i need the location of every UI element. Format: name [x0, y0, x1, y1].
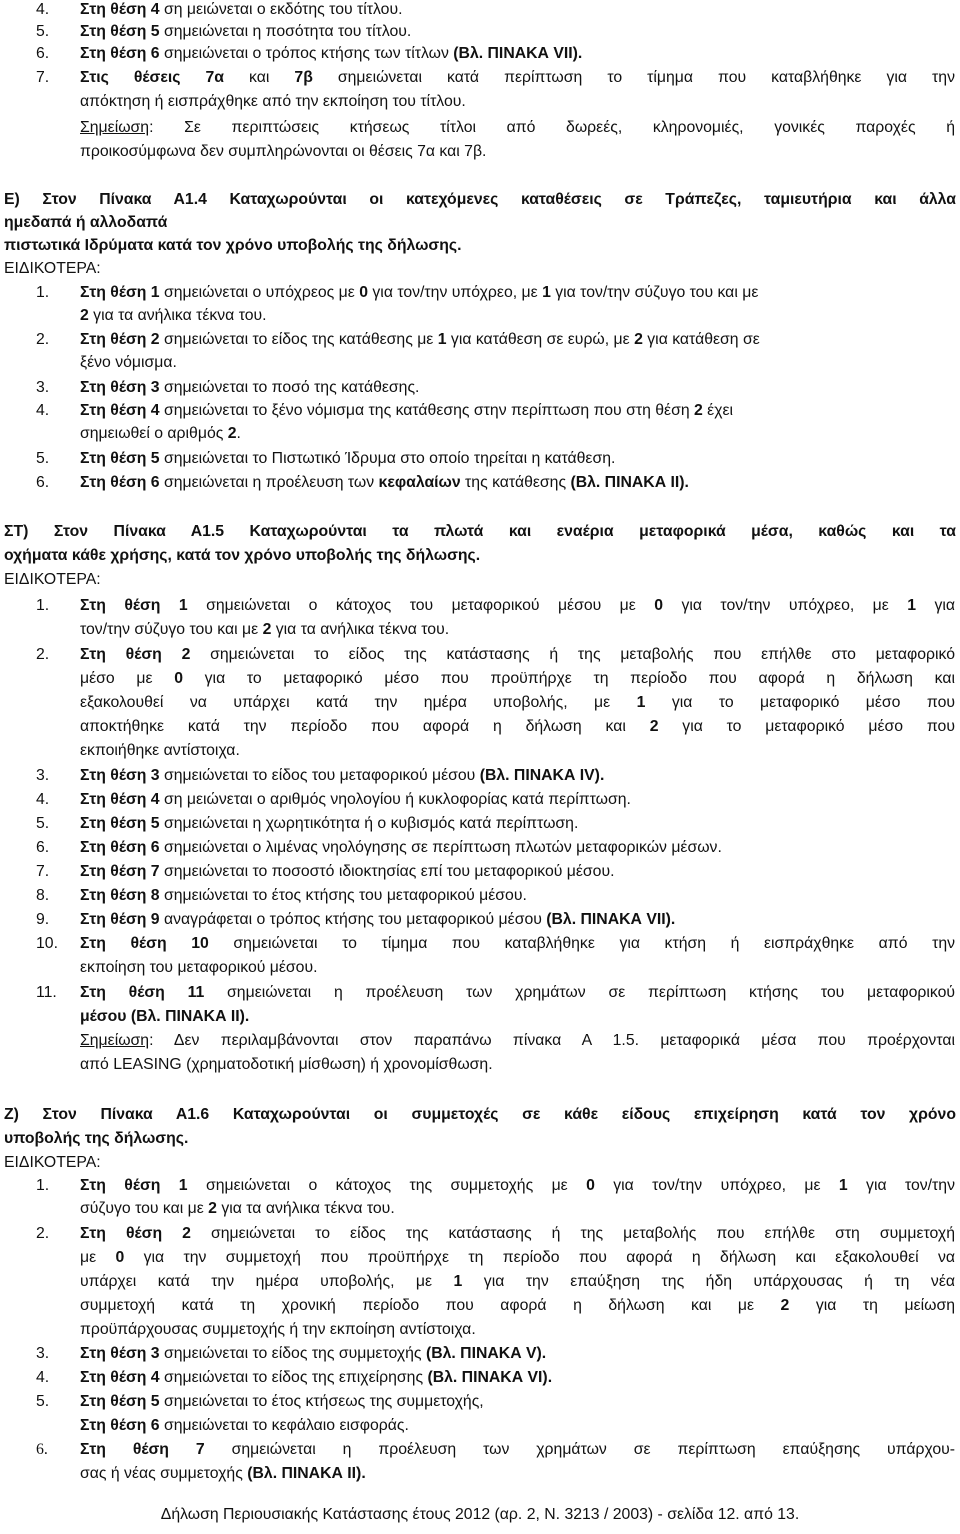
list-item-text: Στη θέση 6 σημειώνεται το κεφάλαιο εισφοράς.: [80, 1417, 409, 1434]
note-text: Σημείωση: Σε περιπτώσεις κτήσεως τίτλοι από δωρεές, κληρονομιές, γονικές παροχές ή: [80, 119, 955, 136]
list-item-text: 2 για τα ανήλικα τέκνα του.: [80, 307, 267, 324]
list-item-text: Στη θέση 3 σημειώνεται το είδος της συμμετοχής (Βλ. ΠΙΝΑΚΑ V).: [80, 1345, 547, 1362]
list-item-text: Στη θέση 3 σημειώνεται το ποσό της κατάθεσης.: [80, 379, 420, 396]
list-item-text: σας ή νέας συμμετοχής (Βλ. ΠΙΝΑΚΑ ΙΙ).: [80, 1465, 366, 1482]
list-item-text: Στη θέση 5 σημειώνεται η ποσότητα του τίτλου.: [80, 23, 412, 40]
list-number: 2.: [36, 331, 50, 348]
list-item-text: υπάρχει κατά την ημέρα υποβολής, με 1 για την επαύξηση της ήδη υπάρχουσας ή τη νέα: [80, 1273, 955, 1290]
list-item-text: Στη θέση 5 σημειώνεται το Πιστωτικό Ίδρυμα στο οποίο τηρείται η κατάθεση.: [80, 450, 616, 467]
list-item-text: Στη θέση 1 σημειώνεται ο υπόχρεος με 0 για τον/την υπόχρεο, με 1 για τον/την σύζυγο του και με: [80, 284, 759, 301]
list-number: 4.: [36, 1369, 50, 1386]
list-item-text: μέσο με 0 για το μεταφορικό μέσο που προϋπήρχε τη περίοδο που αφορά η δήλωση και: [80, 670, 955, 687]
list-item-text: Στη θέση 6 σημειώνεται ο λιμένας νηολόγησης σε περίπτωση πλωτών μεταφορικών μέσων.: [80, 839, 722, 856]
list-number: 8.: [36, 887, 50, 904]
list-item-text: απόκτηση ή εισπράχθηκε από την εκποίηση του τίτλου.: [80, 93, 466, 110]
list-item-text: εκποίηση του μεταφορικού μέσου.: [80, 959, 318, 976]
list-item-text: Στις θέσεις 7α και 7β σημειώνεται κατά περίπτωση το τίμημα που καταβλήθηκε για την: [80, 69, 955, 86]
note-text: Σημείωση: Δεν περιλαμβάνονται στον παραπάνω πίνακα Α 1.5. μεταφορικά μέσα που προέρχονται: [80, 1032, 955, 1049]
list-item-text: εκποιήθηκε αντίστοιχα.: [80, 742, 240, 759]
section-heading: ημεδαπά ή αλλοδαπά: [4, 214, 168, 231]
list-number: 1.: [36, 597, 50, 614]
list-number: 5.: [36, 450, 50, 467]
list-item-text: Στη θέση 1 σημειώνεται ο κάτοχος της συμμετοχής με 0 για τον/την υπόχρεο, με 1 για τον/την: [80, 1177, 955, 1194]
section-heading: Ζ) Στον Πίνακα Α1.6 Καταχωρούνται οι συμμετοχές σε κάθε είδους επιχείρηση κατά τον χρόνο: [4, 1106, 956, 1123]
list-item-text: αποκτήθηκε κατά την περίοδο που αφορά η δήλωση και 2 για το μεταφορικό μέσο που: [80, 718, 955, 735]
page-footer: Δήλωση Περιουσιακής Κατάστασης έτους 2012 (αρ. 2, Ν. 3213 / 2003) - σελίδα 12. από 13.: [160, 1506, 800, 1523]
list-item-text: με 0 για την συμμετοχή που προϋπήρχε τη περίοδο που αφορά η δήλωση και εξακολουθεί να: [80, 1249, 955, 1266]
section-heading: ΣΤ) Στον Πίνακα Α1.5 Καταχωρούνται τα πλωτά και εναέρια μεταφορικά μέσα, καθώς και τα: [4, 523, 956, 540]
list-number: 1.: [36, 1177, 50, 1194]
subheading: ΕΙΔΙΚΟΤΕΡΑ:: [4, 571, 101, 588]
list-item-text: Στη θέση 4 σημειώνεται το ξένο νόμισμα της κατάθεσης στην περίπτωση που στη θέση 2 έχει: [80, 402, 734, 419]
list-number: 4.: [36, 1, 50, 18]
list-item-text: ξένο νόμισμα.: [80, 354, 177, 371]
list-item-text: Στη θέση 2 σημειώνεται το είδος της κατάστασης ή της μεταβολής που επήλθε στη συμμετοχή: [80, 1225, 955, 1242]
list-number: 5.: [36, 23, 50, 40]
list-number: 5.: [36, 1393, 50, 1410]
list-item-text: Στη θέση 6 σημειώνεται η προέλευση των κεφαλαίων της κατάθεσης (Βλ. ΠΙΝΑΚΑ ΙΙ).: [80, 474, 689, 491]
list-number: 2.: [36, 1225, 50, 1242]
list-number: 2.: [36, 646, 50, 663]
section-heading: πιστωτικά Ιδρύματα κατά τον χρόνο υποβολής της δήλωσης.: [4, 237, 462, 254]
list-number: 5.: [36, 815, 50, 832]
list-number: 9.: [36, 911, 50, 928]
list-item-text: σύζυγο του και με 2 για τα ανήλικα τέκνα του.: [80, 1200, 395, 1217]
list-item-text: τον/την σύζυγο του και με 2 για τα ανήλικα τέκνα του.: [80, 621, 450, 638]
list-number: 11.: [36, 984, 57, 1001]
list-number: 4.: [36, 402, 50, 419]
list-item-text: Στη θέση 11 σημειώνεται η προέλευση των χρημάτων σε περίπτωση κτήσης του μεταφορικού: [80, 984, 955, 1001]
list-item-text: Στη θέση 7 σημειώνεται το ποσοστό ιδιοκτησίας επί του μεταφορικού μέσου.: [80, 863, 615, 880]
list-number: 4.: [36, 791, 50, 808]
subheading: ΕΙΔΙΚΟΤΕΡΑ:: [4, 260, 101, 277]
list-item-text: προϋπάρχουσας συμμετοχής ή την εκποίηση αντίστοιχα.: [80, 1321, 476, 1338]
list-item-text: συμμετοχή κατά τη χρονική περίοδο που αφορά η δήλωση και με 2 για τη μείωση: [80, 1297, 955, 1314]
list-item-text: Στη θέση 1 σημειώνεται ο κάτοχος του μεταφορικού μέσου με 0 για τον/την υπόχρεο, με 1 για: [80, 597, 955, 614]
section-heading: Ε) Στον Πίνακα Α1.4 Καταχωρούνται οι κατεχόμενες καταθέσεις σε Τράπεζες, ταμιευτήρια και άλλα: [4, 191, 956, 208]
list-item-text: σημειωθεί ο αριθμός 2.: [80, 425, 241, 442]
list-item-text: Στη θέση 5 σημειώνεται η χωρητικότητα ή ο κυβισμός κατά περίπτωση.: [80, 815, 579, 832]
list-number: 6.: [36, 474, 50, 491]
list-item-text: Στη θέση 2 σημειώνεται το είδος της κατάστασης ή της μεταβολής που επήλθε στο μεταφορικό: [80, 646, 955, 663]
list-number: 7.: [36, 863, 50, 880]
list-item-text: Στη θέση 5 σημειώνεται το έτος κτήσεως της συμμετοχής,: [80, 1393, 484, 1410]
list-item-text: Στη θέση 9 αναγράφεται ο τρόπος κτήσης του μεταφορικού μέσου (Βλ. ΠΙΝΑΚΑ VII).: [80, 911, 676, 928]
section-heading: οχήματα κάθε χρήσης, κατά τον χρόνο υποβολής της δήλωσης.: [4, 547, 481, 564]
list-item-text: Στη θέση 3 σημειώνεται το είδος του μεταφορικού μέσου (Βλ. ΠΙΝΑΚΑ IV).: [80, 767, 605, 784]
list-number: 6.: [36, 839, 50, 856]
list-item-text: Στη θέση 4 ση μειώνεται ο εκδότης του τίτλου.: [80, 1, 403, 18]
list-item-text: Στη θέση 8 σημειώνεται το έτος κτήσης του μεταφορικού μέσου.: [80, 887, 527, 904]
list-number: 6.: [36, 45, 50, 62]
list-item-text: Στη θέση 4 σημειώνεται το είδος της επιχείρησης (Βλ. ΠΙΝΑΚΑ VI).: [80, 1369, 553, 1386]
list-number: 3.: [36, 1345, 50, 1362]
list-item-text: Στη θέση 4 ση μειώνεται ο αριθμός νηολογίου ή κυκλοφορίας κατά περίπτωση.: [80, 791, 631, 808]
list-item-text: Στη θέση 6 σημειώνεται ο τρόπος κτήσης των τίτλων (Βλ. ΠΙΝΑΚΑ VII).: [80, 45, 583, 62]
list-number: 1.: [36, 284, 50, 301]
note-text: από LEASING (χρηματοδοτική μίσθωση) ή χρονομίσθωση.: [80, 1056, 493, 1073]
list-item-text: εξακολουθεί να υπάρχει κατά την ημέρα υποβολής, με 1 για το μεταφορικό μέσο που: [80, 694, 955, 711]
list-number: 6.: [36, 1441, 48, 1458]
list-item-text: μέσου (Βλ. ΠΙΝΑΚΑ ΙΙ).: [80, 1008, 250, 1025]
list-number: 3.: [36, 379, 50, 396]
subheading: ΕΙΔΙΚΟΤΕΡΑ:: [4, 1154, 101, 1171]
list-number: 10.: [36, 935, 58, 952]
list-item-text: Στη θέση 2 σημειώνεται το είδος της κατάθεσης με 1 για κατάθεση σε ευρώ, με 2 για κατάθεση σε: [80, 331, 760, 348]
section-heading: υποβολής της δήλωσης.: [4, 1130, 189, 1147]
list-number: 3.: [36, 767, 50, 784]
list-item-text: Στη θέση 7 σημειώνεται η προέλευση των χρημάτων σε περίπτωση επαύξησης υπάρχου-: [80, 1441, 956, 1458]
list-number: 7.: [36, 69, 50, 86]
list-item-text: Στη θέση 10 σημειώνεται το τίμημα που καταβλήθηκε για κτήση ή εισπράχθηκε από την: [80, 935, 955, 952]
note-text: προικοσύμφωνα δεν συμπληρώνονται οι θέσεις 7α και 7β.: [80, 143, 487, 160]
